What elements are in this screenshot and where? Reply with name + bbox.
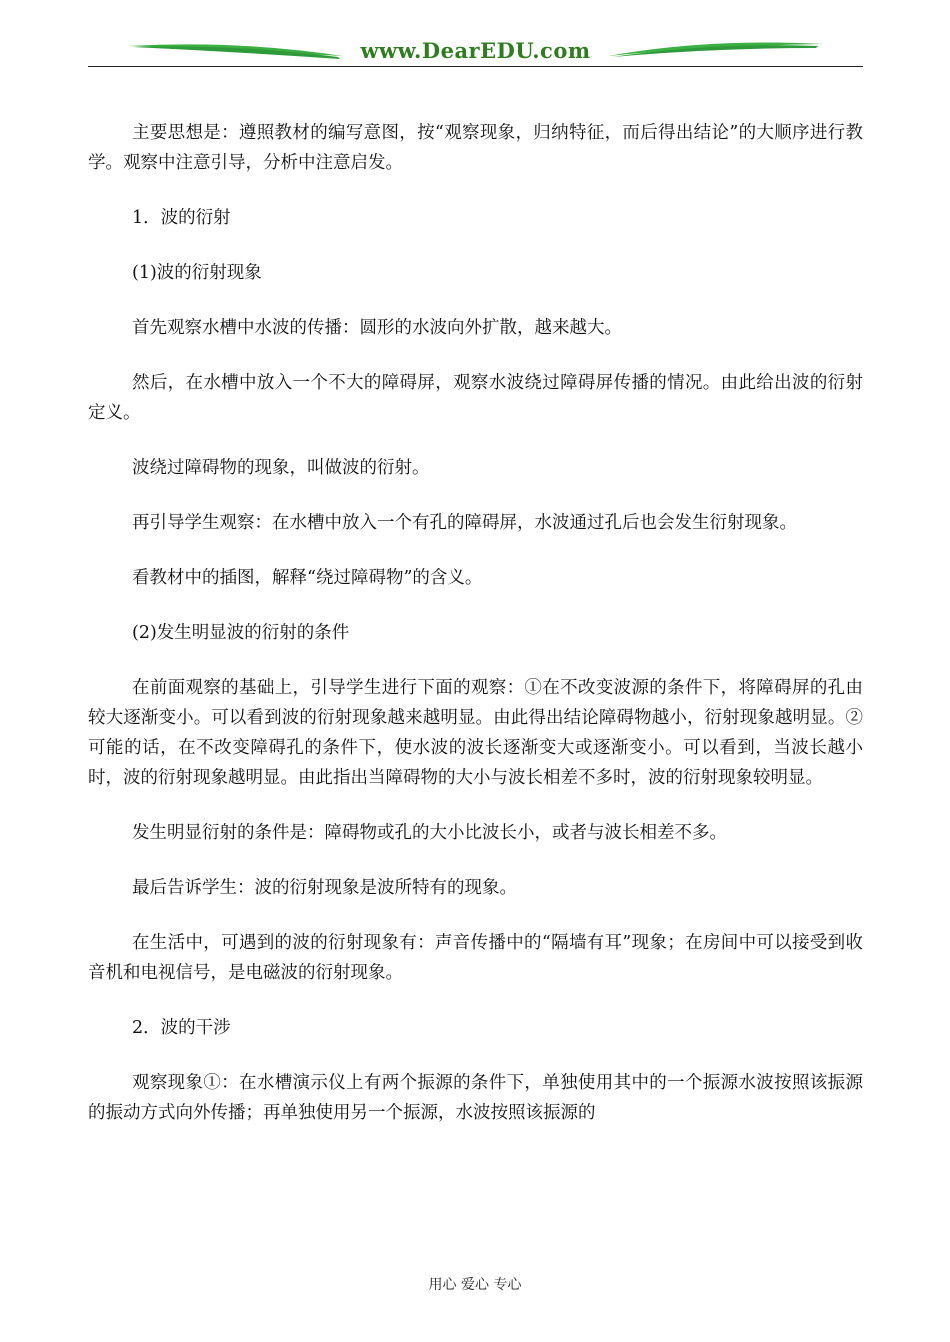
paragraph: 在生活中，可遇到的波的衍射现象有：声音传播中的“隔墙有耳”现象；在房间中可以接受到收音机和电视信号，是电磁波的衍射现象。 [88, 933, 863, 983]
header-banner [88, 30, 863, 70]
section-heading: 1．波的衍射 [132, 208, 231, 228]
paragraph: 观察现象①：在水槽演示仪上有两个振源的条件下，单独使用其中的一个振源水波按照该振源的振动方式向外传播；再单独使用另一个振源，水波按照该振源的 [88, 1073, 863, 1123]
section-heading: 2．波的干涉 [132, 1018, 231, 1038]
document-body [88, 118, 863, 1153]
paragraph: 再引导学生观察：在水槽中放入一个有孔的障碍屏，水波通过孔后也会发生衍射现象。 [132, 513, 797, 533]
subsection-heading: (2)发生明显波的衍射的条件 [132, 623, 350, 643]
subsection-heading: (1)波的衍射现象 [132, 263, 262, 283]
paragraph: 然后，在水槽中放入一个不大的障碍屏，观察水波绕过障碍屏传播的情况。由此给出波的衍射定义。 [88, 373, 863, 423]
paragraph: 在前面观察的基础上，引导学生进行下面的观察：①在不改变波源的条件下，将障碍屏的孔由较大逐渐变小。可以看到波的衍射现象越来越明显。由此得出结论障碍物越小，衍射现象越明显。②可能的话，在不改变障碍孔的条件下，使水波的波长逐渐变大或逐渐变小。可以看到，当波长越小时，波的衍射现象越明显。由此指出当障碍物的大小与波长相差不多时，波的衍射现象较明显。 [88, 678, 863, 788]
page-footer: 用心 爱心 专心 [428, 1277, 522, 1293]
paragraph: 最后告诉学生：波的衍射现象是波所特有的现象。 [132, 878, 517, 898]
paragraph: 主要思想是：遵照教材的编写意图，按“观察现象，归纳特征，而后得出结论”的大顺序进行教学。观察中注意引导，分析中注意启发。 [88, 123, 863, 173]
paragraph: 波绕过障碍物的现象，叫做波的衍射。 [132, 458, 430, 478]
paragraph: 发生明显衍射的条件是：障碍物或孔的大小比波长小，或者与波长相差不多。 [132, 823, 727, 843]
paragraph: 看教材中的插图，解释“绕过障碍物”的含义。 [132, 568, 483, 588]
header-rule [88, 66, 863, 67]
paragraph: 首先观察水槽中水波的传播：圆形的水波向外扩散，越来越大。 [132, 318, 622, 338]
site-brand: www.DearEDU.com [360, 38, 591, 63]
